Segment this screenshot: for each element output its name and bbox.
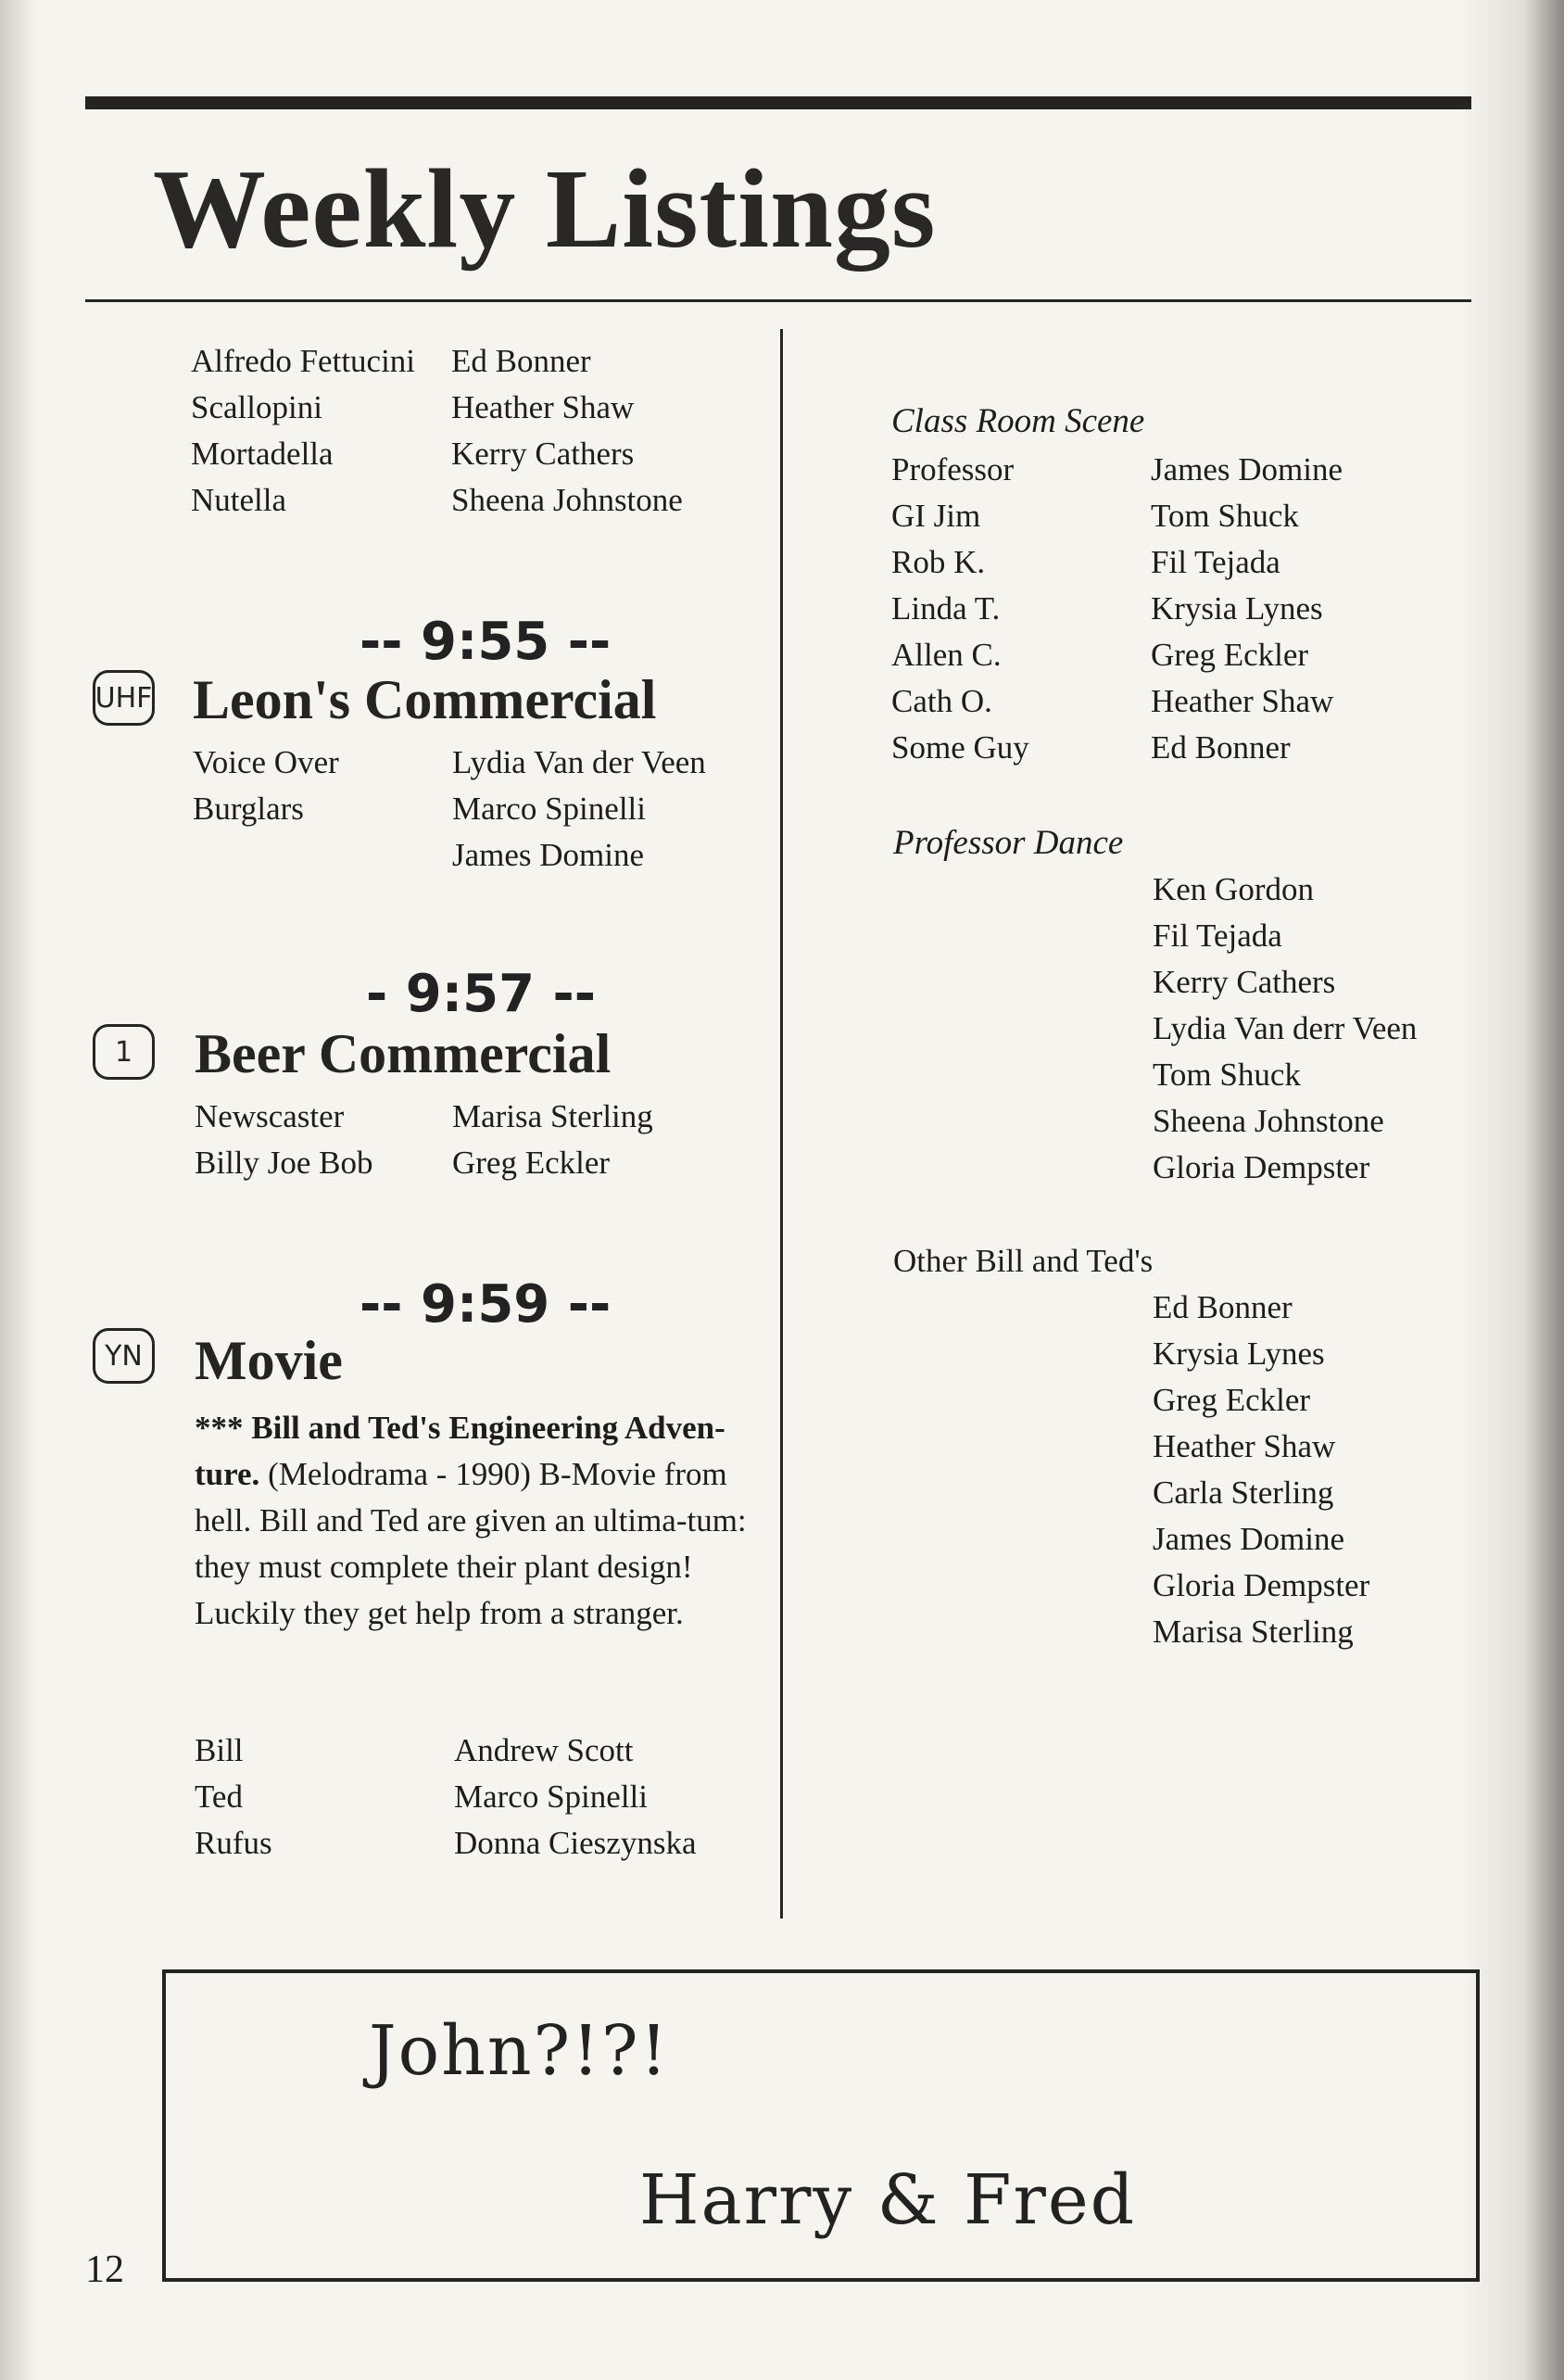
cast-role: Cath O. bbox=[891, 683, 992, 719]
cast-actor: Lydia Van derr Veen bbox=[1153, 1010, 1418, 1046]
cast-actor: Lydia Van der Veen bbox=[452, 744, 706, 780]
cast-role: Ted bbox=[195, 1779, 243, 1815]
column-divider bbox=[780, 329, 783, 1918]
other-bill-and-teds-heading: Other Bill and Ted's bbox=[893, 1243, 1154, 1279]
listing-time: - 9:57 -- bbox=[366, 964, 597, 1024]
channel-1-badge: 1 bbox=[93, 1024, 155, 1080]
listing-title: Leon's Commercial bbox=[193, 669, 657, 730]
cast-actor: Heather Shaw bbox=[1151, 683, 1334, 719]
cast-role: Allen C. bbox=[891, 637, 1002, 673]
cast-actor: Sheena Johnstone bbox=[1153, 1103, 1384, 1139]
cast-role: Nutella bbox=[191, 482, 287, 518]
page-gutter-shadow bbox=[0, 0, 37, 2380]
cast-actor: Sheena Johnstone bbox=[451, 482, 683, 518]
cast-role: Rufus bbox=[195, 1825, 272, 1861]
cast-actor: Andrew Scott bbox=[454, 1732, 634, 1768]
cast-actor: Marisa Sterling bbox=[452, 1098, 653, 1134]
cast-actor: Marco Spinelli bbox=[452, 791, 646, 827]
cast-actor: Krysia Lynes bbox=[1151, 590, 1323, 627]
cast-actor: Greg Eckler bbox=[1153, 1382, 1311, 1418]
cast-role: Mortadella bbox=[191, 436, 334, 472]
cast-actor: James Domine bbox=[1153, 1521, 1345, 1557]
ad-line-john: John?!?! bbox=[369, 2011, 670, 2091]
cast-actor: Ken Gordon bbox=[1153, 871, 1314, 907]
cast-actor: Tom Shuck bbox=[1153, 1057, 1301, 1093]
cast-actor: Heather Shaw bbox=[451, 389, 635, 425]
movie-description-title: *** Bill and Ted's Engineering Adven-ture. bbox=[195, 1410, 725, 1492]
listing-time: -- 9:55 -- bbox=[359, 612, 612, 672]
movie-description bbox=[195, 1405, 769, 1637]
cast-role: Alfredo Fettucini bbox=[191, 343, 416, 379]
cast-actor: Kerry Cathers bbox=[451, 436, 635, 472]
cast-actor: Carla Sterling bbox=[1153, 1475, 1334, 1511]
cast-role: Billy Joe Bob bbox=[195, 1145, 373, 1181]
class-room-heading: Class Room Scene bbox=[891, 402, 1145, 440]
title-underline-rule bbox=[85, 299, 1471, 302]
cast-actor: Donna Cieszynska bbox=[454, 1825, 697, 1861]
ad-line-harry-fred: Harry & Fred bbox=[639, 2160, 1137, 2240]
cast-role: Voice Over bbox=[193, 744, 339, 780]
listing-title: Beer Commercial bbox=[195, 1023, 612, 1084]
cast-actor: Ed Bonner bbox=[1153, 1289, 1293, 1325]
movie-description-body: (Melodrama - 1990) B-Movie from hell. Bill and Ted are given an ultima-tum: they must complete their plant design! Luckily they get help from a stranger. bbox=[195, 1456, 747, 1631]
cast-actor: Heather Shaw bbox=[1153, 1428, 1336, 1464]
cast-role: Linda T. bbox=[891, 590, 1001, 627]
cast-actor: James Domine bbox=[1151, 451, 1343, 487]
page-number: 12 bbox=[85, 2248, 124, 2291]
cast-role: Some Guy bbox=[891, 729, 1029, 766]
cast-actor: Tom Shuck bbox=[1151, 498, 1299, 534]
cast-actor: Gloria Dempster bbox=[1153, 1567, 1370, 1603]
uhf-channel-badge: UHF bbox=[93, 670, 155, 726]
listing-time: -- 9:59 -- bbox=[359, 1274, 612, 1335]
cast-actor: Fil Tejada bbox=[1153, 918, 1282, 954]
cast-role: Newscaster bbox=[195, 1098, 345, 1134]
cast-role: Professor bbox=[891, 451, 1015, 487]
cast-actor: Ed Bonner bbox=[1151, 729, 1291, 766]
cast-actor: James Domine bbox=[452, 837, 645, 873]
cast-actor: Greg Eckler bbox=[1151, 637, 1309, 673]
listing-title: Movie bbox=[195, 1330, 343, 1391]
cast-actor: Ed Bonner bbox=[451, 343, 591, 379]
cast-actor: Fil Tejada bbox=[1151, 544, 1280, 580]
page-title: Weekly Listings bbox=[153, 146, 937, 272]
cast-role: GI Jim bbox=[891, 498, 981, 534]
professor-dance-heading: Professor Dance bbox=[893, 824, 1124, 862]
top-thick-rule bbox=[85, 96, 1471, 109]
yn-channel-badge: YN bbox=[93, 1328, 155, 1384]
cast-role: Scallopini bbox=[191, 389, 322, 425]
cast-actor: Marisa Sterling bbox=[1153, 1614, 1354, 1650]
cast-role: Burglars bbox=[193, 791, 304, 827]
cast-role: Rob K. bbox=[891, 544, 986, 580]
cast-actor: Kerry Cathers bbox=[1153, 964, 1336, 1000]
cast-actor: Greg Eckler bbox=[452, 1145, 611, 1181]
cast-actor: Krysia Lynes bbox=[1153, 1336, 1325, 1372]
cast-actor: Gloria Dempster bbox=[1153, 1149, 1370, 1185]
cast-actor: Marco Spinelli bbox=[454, 1779, 648, 1815]
cast-role: Bill bbox=[195, 1732, 244, 1768]
